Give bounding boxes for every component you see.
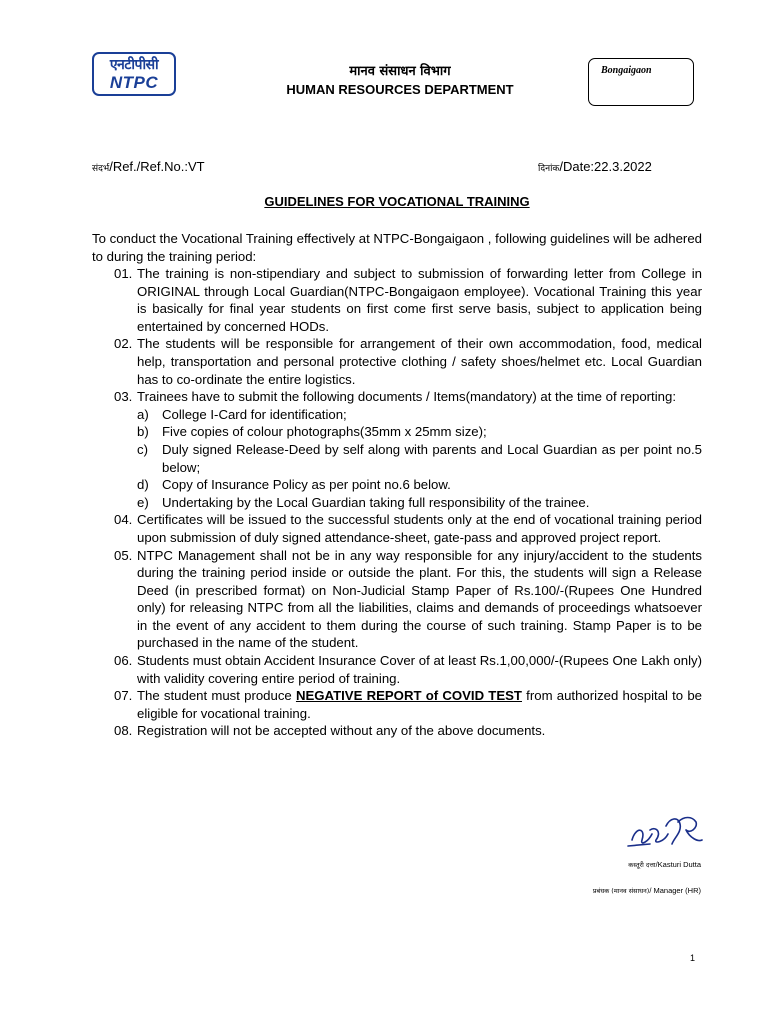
guideline-text: NTPC Management shall not be in any way responsible for any injury/accident to the students during the training period inside or outside the plant. For this, the students will sign a Release Deed (in prescribed format) on Non-Judicial Stamp Paper of Rs.100/-(Rupees One Hundred only) for releasing NTPC from all the liabilities, claims and demands of proceedings whatsoever in the event of any accident to them during the course of such training. Stamp Paper is to be purchased in the name of the student. — [137, 547, 702, 651]
checklist-text: College I-Card for identification; — [162, 406, 347, 422]
checklist-item — [137, 406, 702, 424]
guideline-text-after: from authorized hospital to be eligible for vocational training. — [137, 688, 702, 721]
signer-name — [628, 860, 701, 870]
guideline-number: 01. — [114, 266, 133, 281]
location-box — [588, 58, 694, 106]
guideline-text: Registration will not be accepted without any of the above documents. — [137, 723, 546, 739]
department-english: HUMAN RESOURCES DEPARTMENT — [286, 82, 514, 97]
checklist-text: Duly signed Release-Deed by self along with parents and Local Guardian as per point no.5 below; — [162, 441, 702, 475]
document-checklist — [137, 406, 702, 512]
checklist-text: Five copies of colour photographs(35mm x 25mm size); — [162, 424, 487, 440]
checklist-letter: a) — [137, 406, 149, 422]
guideline-number: 04. — [114, 512, 133, 528]
guideline-item — [92, 722, 702, 740]
guideline-item — [92, 652, 702, 687]
signer-designation-hindi: प्रबंधक (मानव संसाधन) — [592, 887, 650, 895]
guideline-text: Trainees have to submit the following documents / Items(mandatory) at the time of reporting: — [137, 389, 676, 405]
reference-hindi-label: संदर्भ — [92, 164, 110, 174]
guideline-number: 08. — [114, 723, 133, 739]
checklist-letter: c) — [137, 441, 148, 457]
guidelines-list — [92, 265, 702, 740]
reference-number: /Ref./Ref.No.:VT — [109, 159, 205, 174]
checklist-text: Copy of Insurance Policy as per point no.6 below. — [162, 477, 451, 493]
date-hindi-label: दिनांक — [538, 164, 560, 174]
covid-test-emphasis: NEGATIVE REPORT of COVID TEST — [295, 688, 522, 704]
guideline-number: 07. — [114, 688, 133, 704]
date-value: /Date:22.3.2022 — [559, 159, 652, 174]
guideline-item — [92, 547, 702, 653]
guideline-number: 03. — [114, 389, 133, 405]
signer-name-hindi: कस्तूरी दत्ता — [628, 861, 656, 869]
checklist-letter: e) — [137, 494, 149, 510]
logo-hindi-text: एनटीपीसी — [109, 57, 159, 73]
guideline-item — [92, 335, 702, 388]
guideline-text: Students must obtain Accident Insurance Cover of at least Rs.1,00,000/-(Rupees One Lakh only) with validity covering entire period of training. — [137, 653, 702, 686]
guideline-number: 02. — [114, 336, 133, 352]
guideline-item — [92, 687, 702, 722]
ntpc-logo — [92, 52, 176, 96]
handwritten-signature — [626, 812, 706, 860]
location-label: Bongaigaon — [601, 65, 652, 76]
signer-designation — [593, 886, 701, 896]
guideline-text: Certificates will be issued to the successful students only at the end of vocational training period upon submission of duly signed attendance-sheet, gate-pass and approved project report. — [137, 512, 702, 545]
guideline-item — [92, 511, 702, 546]
checklist-item — [137, 476, 702, 494]
page-number: 1 — [690, 953, 696, 963]
checklist-item — [137, 423, 702, 441]
guideline-number: 06. — [114, 653, 133, 669]
checklist-letter: d) — [137, 477, 149, 493]
checklist-item — [137, 494, 702, 512]
guideline-item — [92, 388, 702, 511]
checklist-item — [137, 441, 702, 476]
department-hindi: मानव संसाधन विभाग — [349, 64, 451, 79]
intro-paragraph: To conduct the Vocational Training effectively at NTPC-Bongaigaon , following guidelines will be adhered to during the training period: — [92, 231, 702, 264]
document-title: GUIDELINES FOR VOCATIONAL TRAINING — [264, 194, 530, 209]
guideline-text: The training is non-stipendiary and subject to submission of forwarding letter from College in ORIGINAL through Local Guardian(NTPC-Bongaigaon employee). Vocational Training this year is basically for final year students on first come first serve basis, subject to application being entertained by concerned HODs. — [137, 266, 702, 334]
guideline-number: 05. — [114, 547, 133, 563]
logo-english-text: NTPC — [109, 73, 159, 92]
guideline-item — [92, 265, 702, 335]
date-line — [538, 159, 652, 177]
signer-name-english: /Kasturi Dutta — [655, 860, 701, 869]
reference-line — [92, 159, 205, 177]
guideline-text: The students will be responsible for arrangement of their own accommodation, food, medical help, transportation and personal protective clothing / safety shoes/helmet etc. Local Guardian has to co-ordinate the entire logistics. — [137, 336, 702, 387]
guideline-text-before: The student must produce — [137, 688, 296, 704]
checklist-text: Undertaking by the Local Guardian taking full responsibility of the trainee. — [162, 494, 590, 510]
checklist-letter: b) — [137, 424, 149, 440]
signer-designation-english: / Manager (HR) — [649, 886, 701, 895]
